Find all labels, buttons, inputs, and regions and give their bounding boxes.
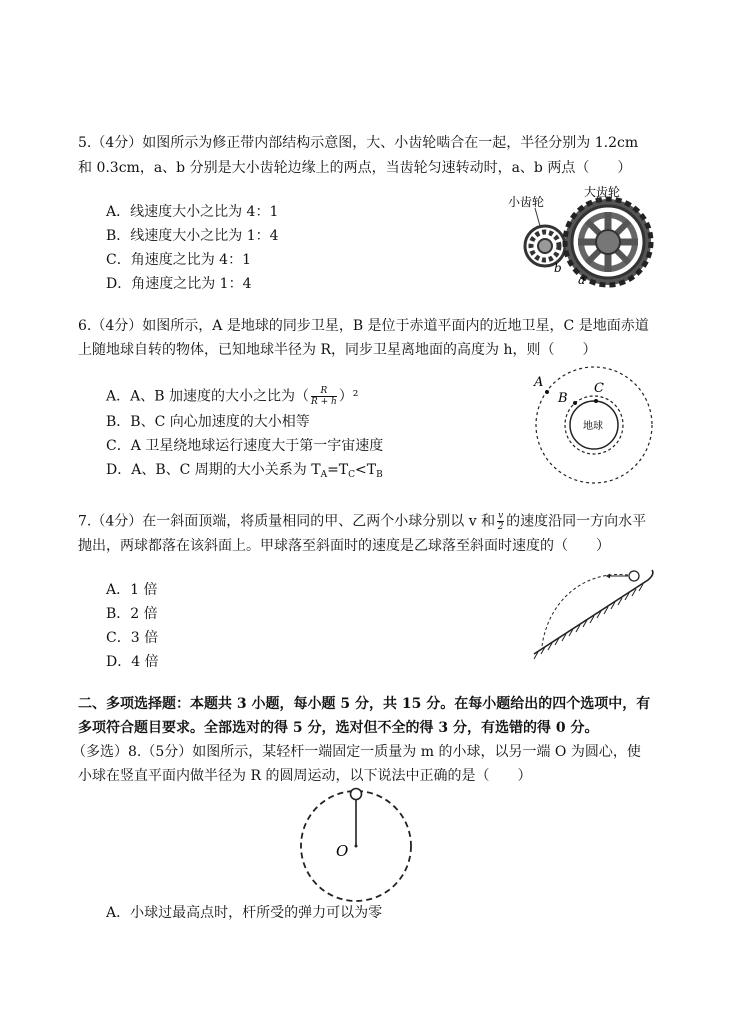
- q7-stem-line2: 抛出，两球都落在该斜面上。甲球落至斜面时的速度是乙球落至斜面时速度的（ ）: [78, 538, 610, 554]
- q6-option-d-lt: <T: [355, 462, 377, 478]
- small-gear-label: 小齿轮: [508, 195, 545, 209]
- earth-label: 地球: [583, 421, 603, 432]
- q7-option-c: C．3 倍: [106, 630, 159, 646]
- incline-hatching: [534, 584, 643, 659]
- q5-option-a: A．线速度大小之比为 4：1: [106, 204, 279, 220]
- ball: [351, 789, 362, 800]
- ball: [629, 571, 639, 581]
- q6-option-b: B．B、C 向心加速度的大小相等: [106, 414, 310, 430]
- q6-option-d-eq: =T: [327, 462, 349, 478]
- frac-denominator: R + h: [310, 397, 337, 407]
- point-b-label: b: [554, 261, 562, 275]
- q6-option-c: C．A 卫星绕地球运行速度大于第一宇宙速度: [106, 438, 384, 454]
- q5-stem-line2: 和 0.3cm，a、b 分别是大小齿轮边缘上的两点，当齿轮匀速转动时，a、b 两点（ ）: [78, 160, 632, 176]
- q7-option-d: D．4 倍: [106, 654, 159, 670]
- label-c: C: [594, 381, 604, 396]
- subscript-b: B: [376, 470, 383, 480]
- q5-gear-figure: [500, 180, 660, 290]
- small-gear: [525, 226, 565, 266]
- q6-option-a-suffix: ）²: [338, 388, 359, 405]
- q6-option-a: [106, 386, 358, 407]
- q7-incline-figure: [528, 562, 658, 662]
- incline-surface: [534, 570, 653, 654]
- q8-stem-line2: 小球在竖直平面内做半径为 R 的圆周运动，以下说法中正确的是（ ）: [78, 768, 532, 784]
- q8-stem-line1: （多选）8.（5分）如图所示，某轻杆一端固定一质量为 m 的小球，以另一端 O 为圆心，使: [72, 744, 641, 760]
- center-label: O: [336, 842, 349, 860]
- point-a-label: a: [578, 273, 586, 287]
- q6-stem-line2: 上随地球自转的物体，已知地球半径为 R，同步卫星离地面的高度为 h，则（ ）: [78, 342, 597, 358]
- q7-stem-prefix: 7.（4分）在一斜面顶端，将质量相同的甲、乙两个小球分别以 v 和: [78, 513, 496, 530]
- q6-stem-line1: 6.（4分）如图所示，A 是地球的同步卫星，B 是位于赤道平面内的近地卫星，C 是地面赤道: [78, 318, 649, 334]
- big-gear-label: 大齿轮: [584, 185, 621, 199]
- frac-numerator: R: [311, 386, 337, 397]
- subscript-a: A: [320, 470, 328, 480]
- q8-option-a: A．小球过最高点时，杆所受的弹力可以为零: [106, 905, 383, 921]
- q6-option-a-fraction: [311, 386, 337, 407]
- q6-option-d-text: D．A、B、C 周期的大小关系为 T: [106, 462, 321, 478]
- q8-circle-figure: [296, 784, 416, 906]
- label-b: B: [558, 391, 568, 406]
- q7-option-a: A．1 倍: [106, 582, 158, 598]
- q7-fraction: [497, 511, 504, 532]
- q5-stem-line1: 5.（4分）如图所示为修正带内部结构示意图，大、小齿轮啮合在一起，半径分别为 1.2cm: [78, 135, 639, 151]
- section2-heading-line1: 二、多项选择题：本题共 3 小题，每小题 5 分，共 15 分。在每小题给出的四个选项中，有: [78, 696, 651, 712]
- frac-numerator: v: [498, 511, 504, 521]
- q7-option-b: B．2 倍: [106, 606, 158, 622]
- label-a: A: [534, 375, 544, 390]
- frac-denominator: 2: [497, 522, 504, 532]
- subscript-c: C: [348, 470, 356, 480]
- section2-heading-line2: 多项符合题目要求。全部选对的得 5 分，选对但不全的得 3 分，有选错的得 0 分。: [78, 720, 599, 736]
- q5-option-b: B．线速度大小之比为 1：4: [106, 228, 279, 244]
- q6-option-a-prefix: A．A、B 加速度的大小之比为（: [106, 388, 309, 405]
- q6-option-d: [106, 460, 383, 485]
- trajectory: [542, 574, 628, 646]
- q5-option-c: C．角速度之比为 4：1: [106, 252, 251, 268]
- q7-stem-line1: [78, 511, 646, 532]
- q6-orbit-figure: [520, 362, 660, 492]
- q5-option-d: D．角速度之比为 1：4: [106, 276, 252, 292]
- q7-stem-suffix: 的速度沿同一方向水平: [506, 513, 647, 530]
